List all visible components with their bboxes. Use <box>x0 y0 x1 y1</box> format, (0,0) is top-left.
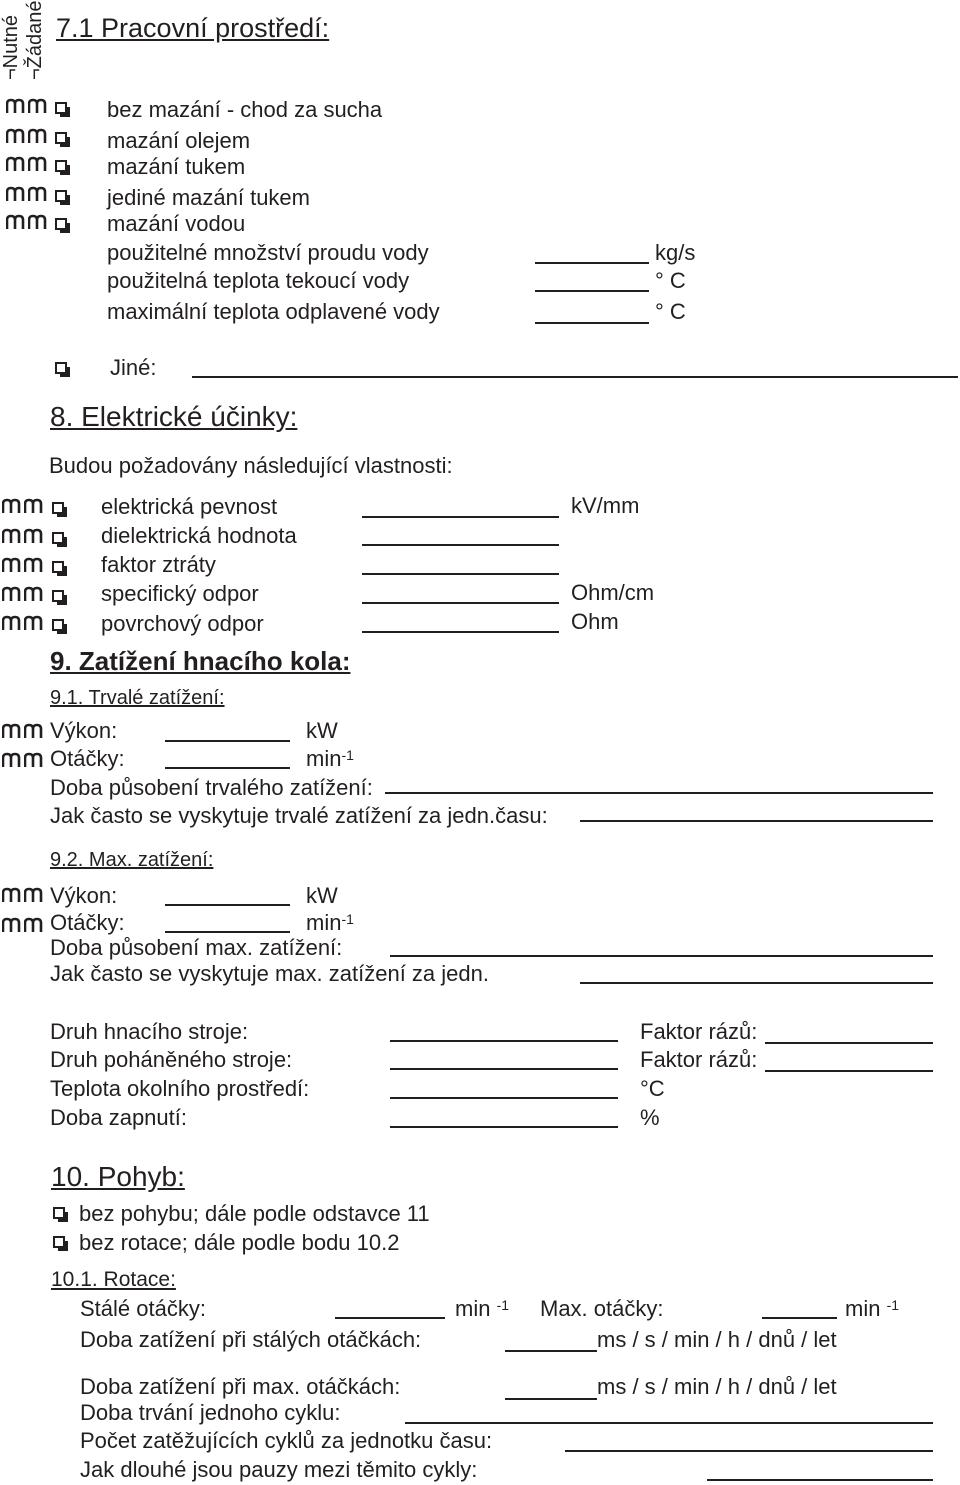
duty-cycle-field[interactable] <box>390 1126 618 1128</box>
load-duration-constant-field[interactable] <box>505 1350 597 1352</box>
ambient-temp-field[interactable] <box>390 1097 618 1099</box>
checkbox[interactable] <box>52 532 64 544</box>
shock-factor-field[interactable] <box>765 1042 933 1044</box>
item-label: jediné mazání tukem <box>107 185 310 210</box>
section-8-title: 8. Elektrické účinky: <box>50 401 298 432</box>
item-label: povrchový odpor <box>101 611 264 636</box>
ambient-temp-label: Teplota okolního prostředí: <box>50 1076 310 1101</box>
shock-factor-label: Faktor rázů: <box>640 1019 758 1044</box>
unit: ° C <box>655 268 686 293</box>
unit: kW <box>306 718 338 743</box>
unit: $\min^{-1}$ <box>306 746 354 771</box>
rpm-field[interactable] <box>165 931 290 933</box>
duration-label: Doba působení trvalého zatížení: <box>50 775 373 800</box>
duration-field[interactable] <box>390 955 933 957</box>
required-marks[interactable] <box>2 615 44 631</box>
section-8-intro: Budou požadovány následující vlastnosti: <box>49 453 453 478</box>
water-amount-field[interactable] <box>535 262 649 264</box>
zadane-label: ¬Žádané <box>24 0 46 80</box>
option-no-motion: bez pohybu; dále podle odstavce 11 <box>79 1201 430 1226</box>
water-temp-field[interactable] <box>535 290 649 292</box>
required-marks[interactable] <box>6 186 48 202</box>
other-checkbox[interactable] <box>55 362 67 374</box>
unit: min $^{-1}$ <box>845 1296 900 1321</box>
max-rpm-label: Max. otáčky: <box>540 1296 664 1321</box>
item-label: mazání olejem <box>107 128 251 153</box>
section-9-title: 9. Zatížení hnacího kola: <box>50 646 351 676</box>
cycle-duration-label: Doba trvání jednoho cyklu: <box>80 1400 341 1425</box>
load-duration-constant-label: Doba zatížení při stálých otáčkách: <box>80 1327 422 1352</box>
item-label: mazání vodou <box>107 211 246 236</box>
frequency-field[interactable] <box>580 982 933 984</box>
shock-factor-field[interactable] <box>765 1070 933 1072</box>
water-amount-label: použitelné množství proudu vody <box>107 240 429 265</box>
required-marks[interactable] <box>2 586 44 602</box>
drive-machine-field[interactable] <box>390 1040 618 1042</box>
power-label: Výkon: <box>50 718 118 743</box>
unit: kg/s <box>655 240 696 265</box>
checkbox[interactable] <box>52 502 64 514</box>
option-no-rotation: bez rotace; dále podle bodu 10.2 <box>79 1230 400 1255</box>
unit: °C <box>640 1076 665 1101</box>
rpm-field[interactable] <box>165 767 290 769</box>
checkbox[interactable] <box>52 619 64 631</box>
required-marks[interactable] <box>6 98 48 114</box>
item-label: dielektrická hodnota <box>101 523 297 548</box>
water-temp-label: použitelná teplota tekoucí vody <box>107 268 410 293</box>
input-line[interactable] <box>362 631 559 633</box>
input-line[interactable] <box>362 516 559 518</box>
frequency-label: Jak často se vyskytuje trvalé zatížení za jedn.času: <box>50 803 548 828</box>
load-duration-max-field[interactable] <box>505 1398 597 1400</box>
required-marks[interactable] <box>6 214 48 230</box>
section-10-title: 10. Pohyb: <box>51 1161 185 1192</box>
unit: kW <box>306 883 338 908</box>
input-line[interactable] <box>362 573 559 575</box>
shock-factor-label: Faktor rázů: <box>640 1047 758 1072</box>
time-units: ms / s / min / h / dnů / let <box>597 1327 837 1352</box>
water-max-temp-field[interactable] <box>535 322 649 324</box>
other-field[interactable] <box>192 376 958 378</box>
duration-label: Doba působení max. zatížení: <box>50 935 343 960</box>
required-marks[interactable] <box>2 723 44 739</box>
required-marks[interactable] <box>2 498 44 514</box>
power-field[interactable] <box>165 740 290 742</box>
power-field[interactable] <box>165 904 290 906</box>
rpm-label: Otáčky: <box>50 746 125 771</box>
nutne-label: ¬Nutné <box>0 14 22 80</box>
checkbox[interactable] <box>52 590 64 602</box>
required-marks[interactable] <box>6 128 48 144</box>
item-label: mazání tukem <box>107 154 246 179</box>
pause-length-field[interactable] <box>707 1479 933 1481</box>
required-marks[interactable] <box>6 156 48 172</box>
drive-machine-label: Druh hnacího stroje: <box>50 1019 249 1044</box>
item-label: specifický odpor <box>101 581 259 606</box>
required-marks[interactable] <box>2 528 44 544</box>
frequency-label: Jak často se vyskytuje max. zatížení za jedn. <box>50 961 489 986</box>
time-units: ms / s / min / h / dnů / let <box>597 1374 837 1399</box>
checkbox[interactable] <box>55 190 67 202</box>
checkbox[interactable] <box>55 132 67 144</box>
unit: Ohm/cm <box>571 580 655 605</box>
frequency-field[interactable] <box>580 820 933 822</box>
required-marks[interactable] <box>2 887 44 903</box>
duty-cycle-label: Doba zapnutí: <box>50 1105 187 1130</box>
constant-rpm-label: Stálé otáčky: <box>80 1296 206 1321</box>
unit: % <box>640 1105 660 1130</box>
required-marks[interactable] <box>2 917 44 933</box>
power-label: Výkon: <box>50 883 118 908</box>
subsection-9-1: 9.1. Trvalé zatížení: <box>50 687 225 709</box>
other-label: Jiné: <box>110 355 157 380</box>
pause-length-label: Jak dlouhé jsou pauzy mezi těmito cykly: <box>80 1457 478 1482</box>
load-duration-max-label: Doba zatížení při max. otáčkách: <box>80 1374 401 1399</box>
duration-field[interactable] <box>385 792 933 794</box>
unit: min $^{-1}$ <box>455 1296 510 1321</box>
cycle-duration-field[interactable] <box>405 1422 933 1424</box>
unit: kV/mm <box>571 493 640 518</box>
subsection-9-2: 9.2. Max. zatížení: <box>50 849 214 871</box>
checkbox[interactable] <box>55 160 67 172</box>
unit: ° C <box>655 299 686 324</box>
constant-rpm-field[interactable] <box>335 1317 445 1319</box>
required-marks[interactable] <box>2 557 44 573</box>
checkbox[interactable] <box>53 1236 65 1248</box>
checkbox[interactable] <box>52 561 64 573</box>
unit: Ohm <box>571 609 619 634</box>
input-line[interactable] <box>362 602 559 604</box>
checkbox[interactable] <box>53 1207 65 1219</box>
driven-machine-field[interactable] <box>390 1068 618 1070</box>
item-label: faktor ztráty <box>101 552 216 577</box>
unit: $\min^{-1}$ <box>306 910 354 935</box>
rpm-label: Otáčky: <box>50 910 125 935</box>
input-line[interactable] <box>362 544 559 546</box>
cycles-count-label: Počet zatěžujících cyklů za jednotku času: <box>80 1428 493 1453</box>
water-max-temp-label: maximální teplota odplavené vody <box>107 299 440 324</box>
item-label: elektrická pevnost <box>101 494 278 519</box>
section-7-title: 7.1 Pracovní prostředí: <box>56 13 330 43</box>
max-rpm-field[interactable] <box>762 1317 837 1319</box>
driven-machine-label: Druh poháněného stroje: <box>50 1047 293 1072</box>
checkbox[interactable] <box>55 102 67 114</box>
cycles-count-field[interactable] <box>565 1450 933 1452</box>
checkbox[interactable] <box>55 218 67 230</box>
item-label: bez mazání - chod za sucha <box>107 97 383 122</box>
required-marks[interactable] <box>2 752 44 768</box>
subsection-10-1: 10.1. Rotace: <box>51 1268 176 1291</box>
